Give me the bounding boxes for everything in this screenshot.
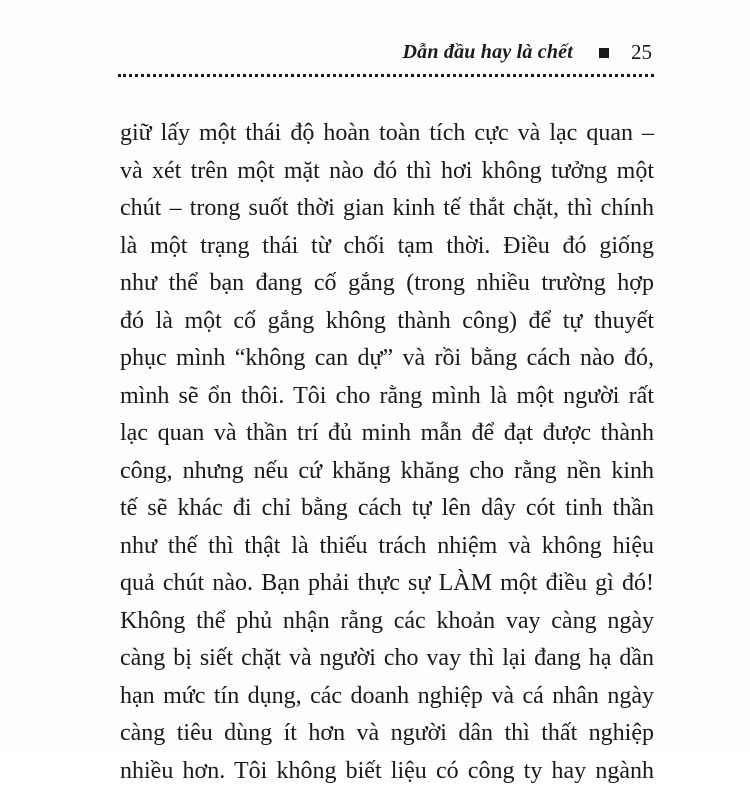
text-line: lạc quan và thần trí đủ minh mẫn để đạt được thành: [120, 415, 654, 453]
text-line: là một trạng thái từ chối tạm thời. Điều đó giống: [120, 228, 654, 266]
text-line: chút – trong suốt thời gian kinh tế thắt chặt, thì chính: [120, 190, 654, 228]
text-line: quả chút nào. Bạn phải thực sự LÀM một điều gì đó!: [120, 565, 654, 603]
running-header: [403, 40, 652, 65]
text-line: tế sẽ khác đi chỉ bằng cách tự lên dây cót tinh thần: [120, 490, 654, 528]
text-line: càng tiêu dùng ít hơn và người dân thì thất nghiệp: [120, 715, 654, 753]
chapter-title: Dẫn đầu hay là chết: [403, 41, 573, 64]
text-line: nhiều hơn. Tôi không biết liệu có công ty hay ngành: [120, 753, 654, 790]
text-line: như thế thì thật là thiếu trách nhiệm và không hiệu: [120, 528, 654, 566]
text-line: công, nhưng nếu cứ khăng khăng cho rằng nền kinh: [120, 453, 654, 491]
text-line: và xét trên một mặt nào đó thì hơi không tưởng một: [120, 153, 654, 191]
text-line: mình sẽ ổn thôi. Tôi cho rằng mình là một người rất: [120, 378, 654, 416]
square-bullet-icon: [599, 48, 609, 58]
text-line: như thể bạn đang cố gắng (trong nhiều trường hợp: [120, 265, 654, 303]
text-line: phục mình “không can dự” và rồi bằng cách nào đó,: [120, 340, 654, 378]
text-line: Không thể phủ nhận rằng các khoản vay càng ngày: [120, 603, 654, 641]
text-line: hạn mức tín dụng, các doanh nghiệp và cá nhân ngày: [120, 678, 654, 716]
page-number: 25: [631, 40, 652, 65]
text-line: càng bị siết chặt và người cho vay thì lại đang hạ dần: [120, 640, 654, 678]
dotted-divider: [118, 74, 654, 77]
text-line: đó là một cố gắng không thành công) để tự thuyết: [120, 303, 654, 341]
text-line: giữ lấy một thái độ hoàn toàn tích cực và lạc quan –: [120, 115, 654, 153]
body-text: [120, 115, 654, 790]
